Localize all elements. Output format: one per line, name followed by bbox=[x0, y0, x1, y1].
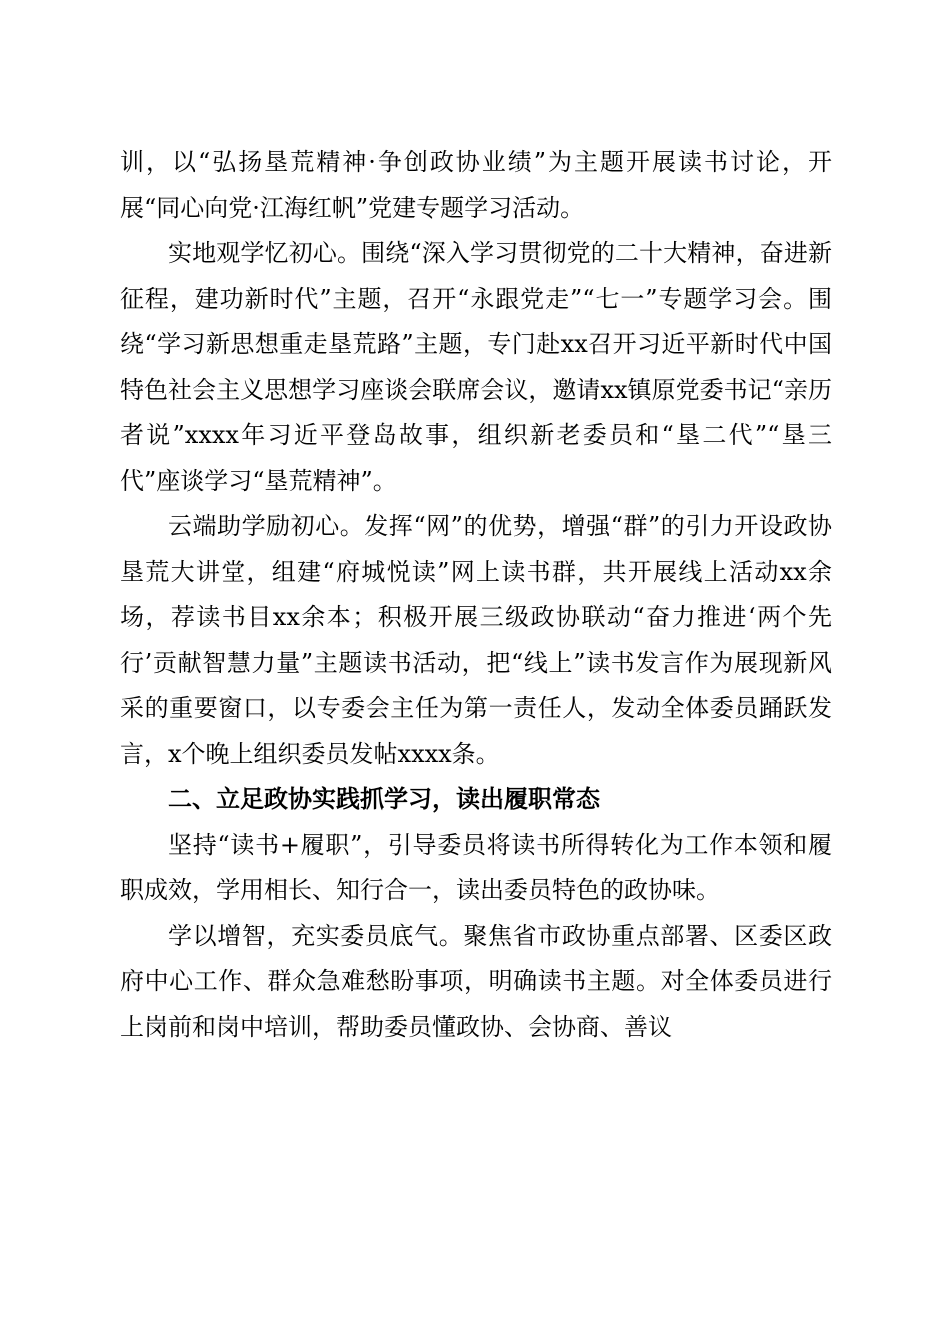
paragraph-continuation: 训，以“弘扬垦荒精神·争创政协业绩”为主题开展读书讨论，开展“同心向党·江海红帆”党建专题学习活动。 bbox=[120, 148, 832, 222]
paragraph-read-and-perform: 坚持“读书+履职”，引导委员将读书所得转化为工作本领和履职成效，学用相长、知行合一，读出委员特色的政协味。 bbox=[120, 830, 832, 904]
document-body bbox=[120, 140, 832, 1050]
section-heading: 二、立足政协实践抓学习，读出履职常态 bbox=[168, 785, 600, 813]
paragraph-cloud-study: 云端助学励初心。发挥“网”的优势，增强“群”的引力开设政协垦荒大讲堂，组建“府城悦读”网上读书群，共开展线上活动xx余场，荐读书目xx余本；积极开展三级政协联动“奋力推进‘两个先行’贡献智慧力量”主题读书活动，把“线上”读书发言作为展现新风采的重要窗口，以专委会主任为第一责任人，发动全体委员踊跃发言，x个晚上组织委员发帖xxxx条。 bbox=[120, 512, 832, 768]
paragraph-learn-to-gain-wisdom: 学以增智，充实委员底气。聚焦省市政协重点部署、区委区政府中心工作、群众急难愁盼事项，明确读书主题。对全体委员进行上岗前和岗中培训，帮助委员懂政协、会协商、善议 bbox=[120, 921, 832, 1041]
paragraph-field-study: 实地观学忆初心。围绕“深入学习贯彻党的二十大精神，奋进新征程，建功新时代”主题，召开“永跟党走”“七一”专题学习会。围绕“学习新思想重走垦荒路”主题，专门赴xx召开习近平新时代中国特色社会主义思想学习座谈会联席会议，邀请xx镇原党委书记“亲历者说”xxxx年习近平登岛故事，组织新老委员和“垦二代”“垦三代”座谈学习“垦荒精神”。 bbox=[120, 239, 832, 495]
